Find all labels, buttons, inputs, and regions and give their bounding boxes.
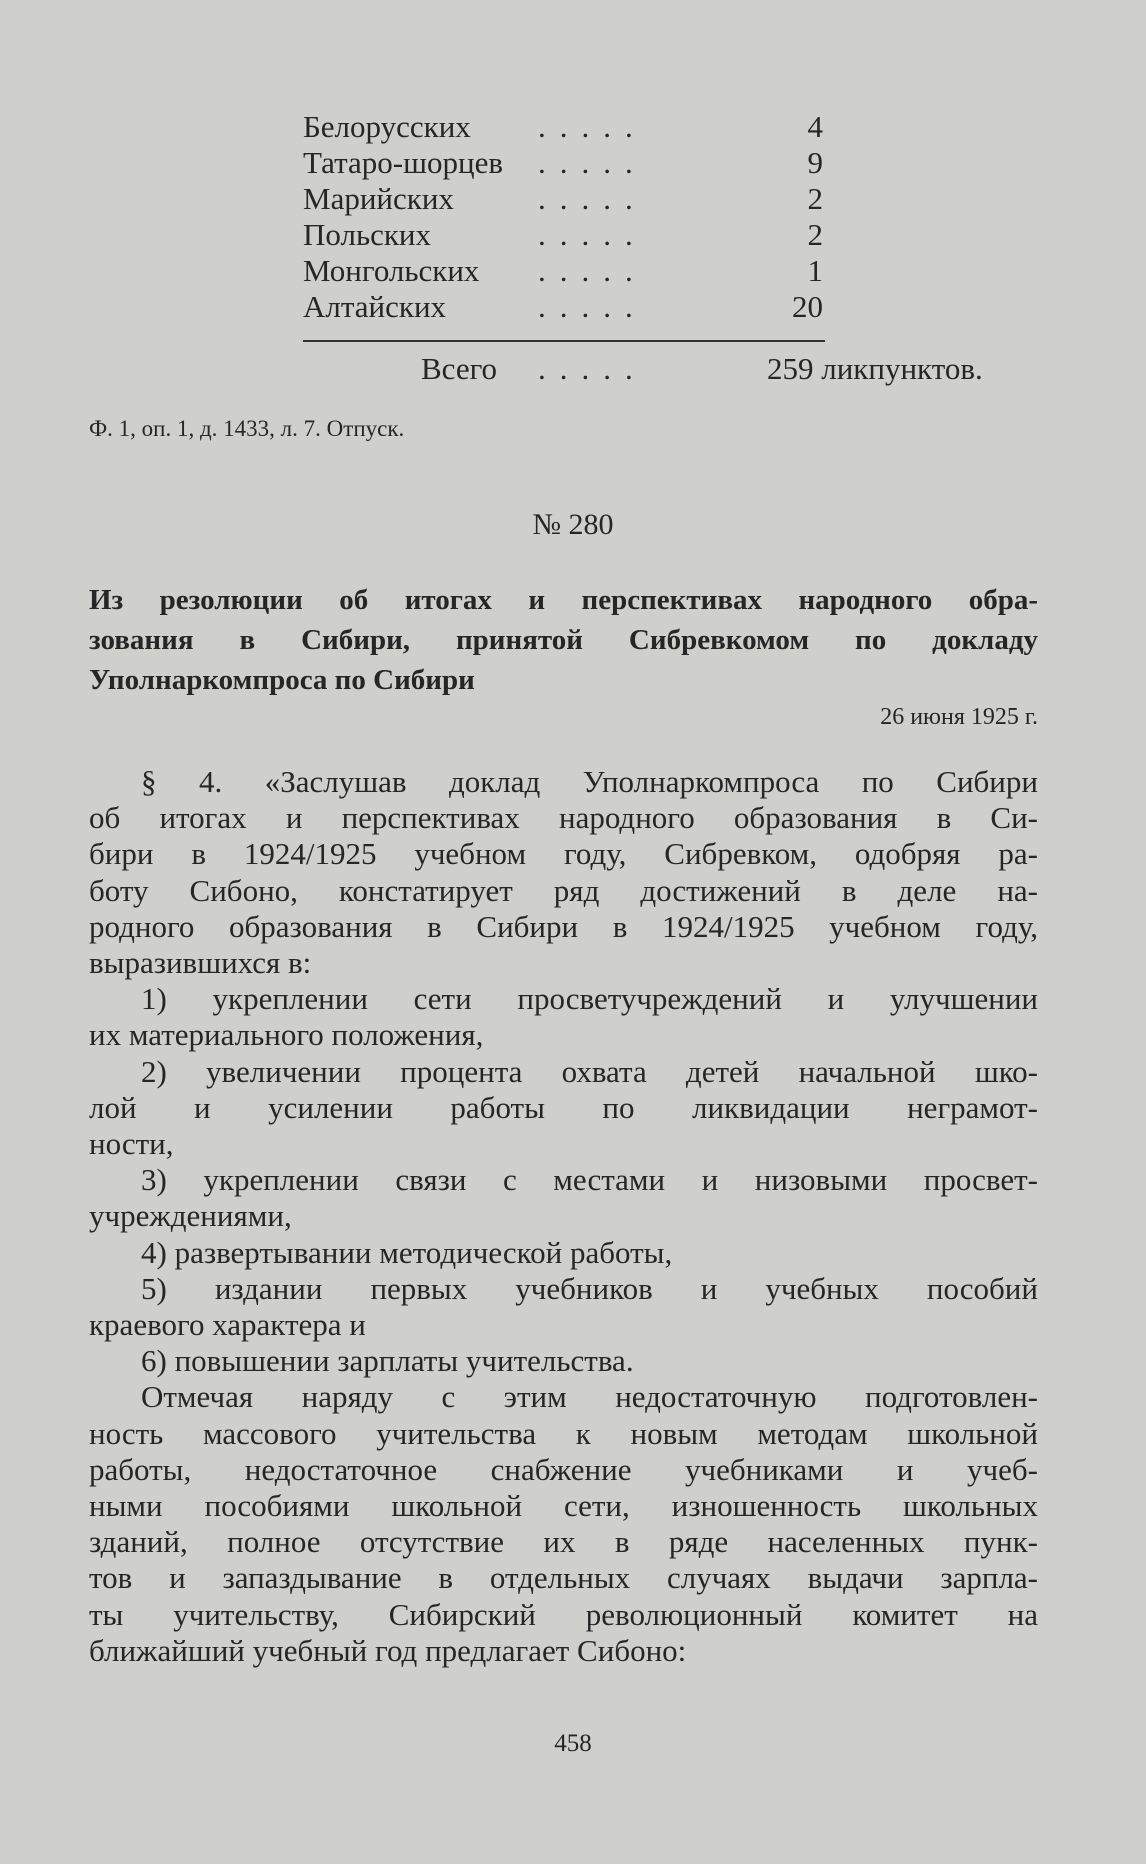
document-date: 26 июня 1925 г. bbox=[880, 704, 1038, 730]
leader-dots: ..... bbox=[538, 181, 647, 216]
text-line: ность массового учительства к новым методам школьной bbox=[89, 1415, 1038, 1451]
row-label: Алтайских bbox=[303, 289, 447, 324]
table-row bbox=[303, 145, 823, 181]
heading-line: Из резолюции об итогах и перспективах народного обра- bbox=[89, 584, 1038, 616]
row-label: Монгольских bbox=[303, 253, 480, 288]
text-line: их материального положения, bbox=[89, 1017, 484, 1053]
paragraph bbox=[89, 1271, 1038, 1343]
text-line: родного образования в Сибири в 1924/1925 учебном году, bbox=[89, 908, 1038, 944]
text-line: § 4. «Заслушав доклад Уполнаркомпроса по Сибири bbox=[141, 764, 1038, 799]
text-line: 3) укреплении связи с местами и низовыми просвет- bbox=[141, 1162, 1038, 1198]
table-row bbox=[303, 253, 823, 289]
text-line: 5) издании первых учебников и учебных пособий bbox=[141, 1270, 1038, 1306]
document-number: № 280 bbox=[532, 508, 614, 541]
text-line: 6) повышении зарплаты учительства. bbox=[141, 1343, 634, 1379]
row-label: Татаро-шорцев bbox=[303, 145, 503, 180]
text-line: тов и запаздывание в отдельных случаях выдачи зарпла- bbox=[89, 1560, 1038, 1596]
paragraph bbox=[89, 1162, 1038, 1234]
document-heading bbox=[89, 580, 1038, 700]
row-value: 1 bbox=[807, 253, 823, 288]
text-line: работы, недостаточное снабжение учебниками и учеб- bbox=[89, 1451, 1038, 1487]
row-value: 2 bbox=[807, 181, 823, 216]
paragraph bbox=[89, 764, 1038, 981]
paragraph bbox=[89, 1235, 1038, 1271]
text-line: ности, bbox=[89, 1126, 174, 1162]
table-row bbox=[303, 181, 823, 217]
text-line: лой и усилении работы по ликвидации неграмот- bbox=[89, 1089, 1038, 1125]
leader-dots: ..... bbox=[538, 253, 647, 288]
total-value: 259 ликпунктов. bbox=[767, 351, 983, 386]
table-row bbox=[303, 109, 823, 145]
leader-dots: ..... bbox=[538, 217, 647, 252]
paragraph bbox=[89, 1379, 1038, 1669]
total-label: Всего bbox=[421, 351, 498, 386]
paragraph bbox=[89, 1054, 1038, 1163]
text-line: боту Сибоно, констатирует ряд достижений в деле на- bbox=[89, 872, 1038, 908]
heading-line: зования в Сибири, принятой Сибревкомом по докладу bbox=[89, 624, 1038, 656]
text-line: 2) увеличении процента охвата детей начальной шко- bbox=[141, 1053, 1038, 1089]
leader-dots: ..... bbox=[538, 109, 647, 144]
text-line: ными пособиями школьной сети, изношенность школьных bbox=[89, 1488, 1038, 1524]
row-value: 2 bbox=[807, 217, 823, 252]
row-value: 20 bbox=[792, 289, 823, 324]
text-line: ты учительству, Сибирский революционный комитет на bbox=[89, 1596, 1038, 1632]
paragraph bbox=[89, 1343, 1038, 1379]
row-value: 9 bbox=[807, 145, 823, 180]
table-row bbox=[303, 217, 823, 253]
document-body bbox=[89, 764, 1038, 1669]
leader-dots: ..... bbox=[538, 145, 647, 180]
text-line: зданий, полное отсутствие их в ряде населенных пунк- bbox=[89, 1524, 1038, 1560]
row-label: Марийских bbox=[303, 181, 454, 216]
archive-citation: Ф. 1, оп. 1, д. 1433, л. 7. Отпуск. bbox=[89, 416, 405, 441]
text-line: бири в 1924/1925 учебном году, Сибревком, одобряя ра- bbox=[89, 836, 1038, 872]
text-line: 4) развертывании методической работы, bbox=[141, 1234, 673, 1270]
text-line: выразившихся в: bbox=[89, 945, 312, 981]
paragraph bbox=[89, 981, 1038, 1053]
row-label: Польских bbox=[303, 217, 431, 252]
table-row bbox=[303, 289, 823, 325]
leader-dots: ..... bbox=[538, 351, 647, 386]
text-line: ближайший учебный год предлагает Сибоно: bbox=[89, 1632, 687, 1668]
text-line: Отмечая наряду с этим недостаточную подготовлен- bbox=[141, 1379, 1038, 1415]
text-line: краевого характера и bbox=[89, 1307, 366, 1343]
total-rule bbox=[303, 340, 825, 342]
row-label: Белорусских bbox=[303, 109, 471, 144]
leader-dots: ..... bbox=[538, 289, 647, 324]
text-line: об итогах и перспективах народного образования в Си- bbox=[89, 800, 1038, 836]
page-number: 458 bbox=[554, 1730, 592, 1757]
text-line: 1) укреплении сети просветучреждений и улучшении bbox=[141, 981, 1038, 1017]
row-value: 4 bbox=[807, 109, 823, 144]
heading-line: Уполнаркомпроса по Сибири bbox=[89, 664, 475, 696]
text-line: учреждениями, bbox=[89, 1198, 292, 1234]
